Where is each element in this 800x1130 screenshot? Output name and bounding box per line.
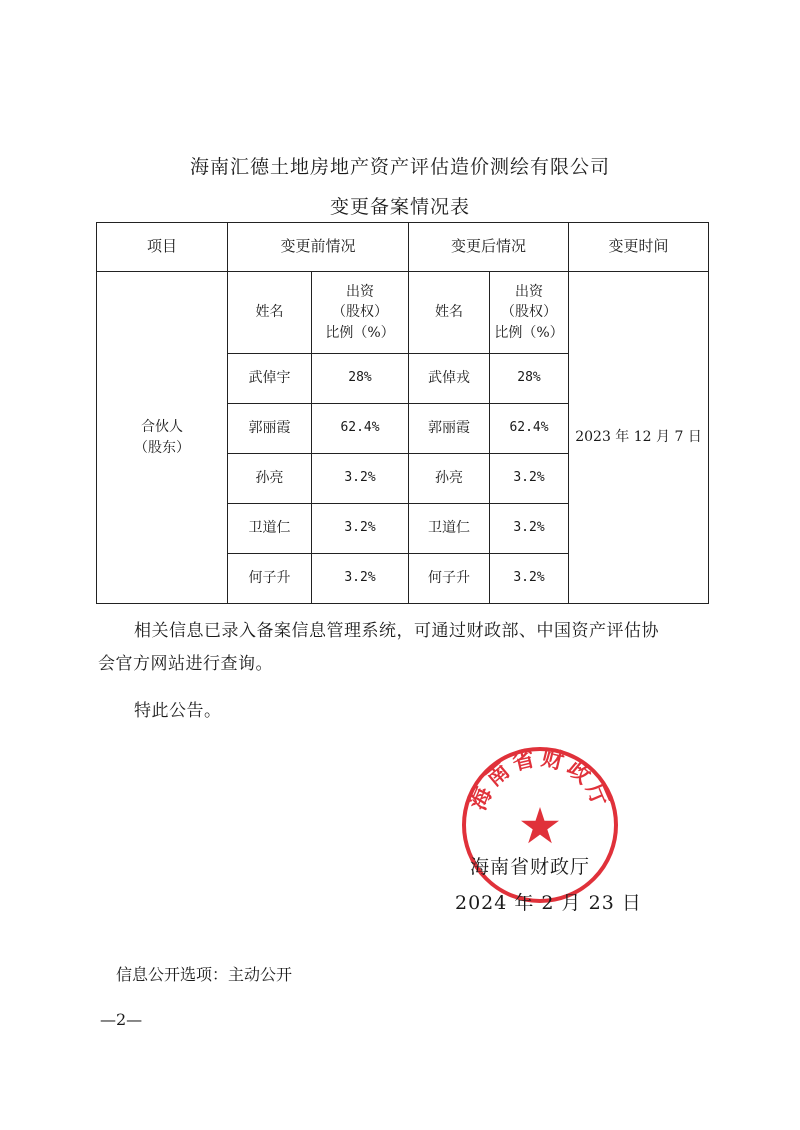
after-name: 卫道仁 xyxy=(409,504,490,554)
ratio-header-line1: 出资 xyxy=(346,284,374,301)
table-subheader-row xyxy=(97,272,709,354)
ratio-header-line3: 比例（%） xyxy=(325,324,395,341)
header-before: 变更前情况 xyxy=(228,223,409,272)
before-name: 何子升 xyxy=(228,554,312,604)
official-seal xyxy=(460,745,620,905)
after-ratio: 3.2% xyxy=(490,554,569,604)
document-subtitle: 变更备案情况表 xyxy=(329,196,470,218)
after-name-header: 姓名 xyxy=(409,272,490,354)
before-ratio: 3.2% xyxy=(312,554,409,604)
ratio-header-line2: （股权） xyxy=(501,304,558,321)
ratio-header-line1: 出资 xyxy=(515,284,544,301)
disclosure-option: 信息公开选项：主动公开 xyxy=(116,965,293,984)
ratio-header-line3: 比例（%） xyxy=(494,324,564,341)
after-ratio: 3.2% xyxy=(490,504,569,554)
star-icon xyxy=(521,807,559,843)
before-ratio-header xyxy=(312,272,409,354)
header-after: 变更后情况 xyxy=(409,223,569,272)
after-ratio: 28% xyxy=(490,354,569,404)
after-name: 孙亮 xyxy=(409,454,490,504)
change-record-table xyxy=(96,222,709,604)
after-name: 武倬戎 xyxy=(409,354,490,404)
before-name: 武倬宇 xyxy=(228,354,312,404)
header-item: 项目 xyxy=(97,223,228,272)
notice-paragraph: 相关信息已录入备案信息管理系统，可通过财政部、中国资产评估协会官方网站进行查询。 xyxy=(98,621,659,674)
after-ratio: 3.2% xyxy=(490,454,569,504)
after-name: 郭丽霞 xyxy=(409,404,490,454)
item-label-line2: （股东） xyxy=(134,439,190,456)
before-name: 孙亮 xyxy=(228,454,312,504)
signing-date: 2024 年 2 月 23 日 xyxy=(455,892,642,914)
before-ratio: 28% xyxy=(312,354,409,404)
table-header-row xyxy=(97,223,709,272)
before-ratio: 3.2% xyxy=(312,454,409,504)
signing-organization: 海南省财政厅 xyxy=(470,856,591,878)
closing-line: 特此公告。 xyxy=(134,701,222,721)
before-name: 卫道仁 xyxy=(228,504,312,554)
item-partner-cell xyxy=(97,272,228,604)
before-name-header: 姓名 xyxy=(228,272,312,354)
after-ratio-header xyxy=(490,272,569,354)
seal-text: 海南省财政厅 xyxy=(465,745,615,814)
change-date-cell: 2023 年 12 月 7 日 xyxy=(569,272,709,604)
after-name: 何子升 xyxy=(409,554,490,604)
item-label-line1: 合伙人 xyxy=(141,419,183,436)
ratio-header-line2: （股权） xyxy=(332,304,388,321)
header-time: 变更时间 xyxy=(569,223,709,272)
page-number: —2— xyxy=(100,1010,143,1029)
before-ratio: 62.4% xyxy=(312,404,409,454)
before-ratio: 3.2% xyxy=(312,504,409,554)
before-name: 郭丽霞 xyxy=(228,404,312,454)
after-ratio: 62.4% xyxy=(490,404,569,454)
document-title: 海南汇德土地房地产资产评估造价测绘有限公司 xyxy=(189,156,610,178)
